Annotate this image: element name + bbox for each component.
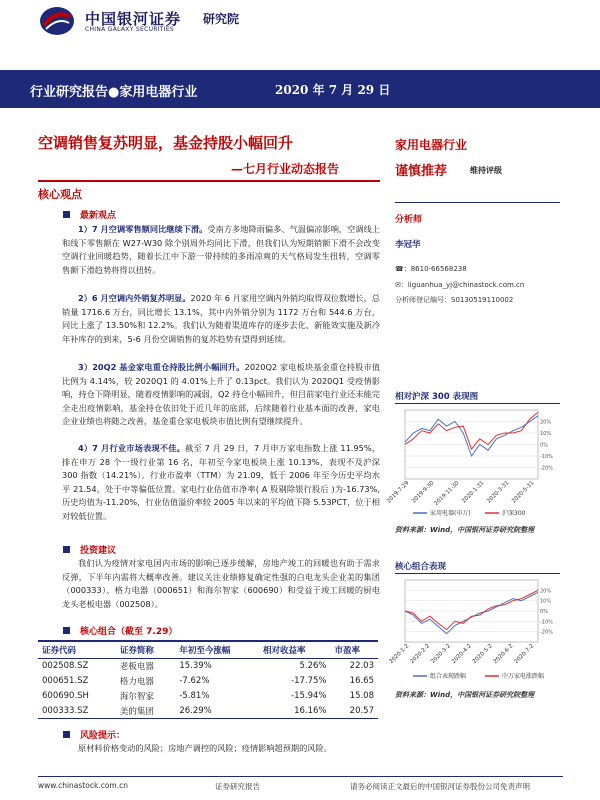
col-header-relative: 相对收益率 bbox=[259, 641, 331, 659]
y-tick-label: 10% bbox=[540, 431, 552, 437]
table-row bbox=[38, 674, 378, 689]
cell-pe: 20.57 bbox=[331, 704, 379, 719]
x-tick-label: 2019-11-30 bbox=[433, 480, 461, 508]
rating-note: 维持评级 bbox=[470, 166, 502, 175]
invest-advice-text bbox=[62, 557, 380, 611]
legend-label: 组合表现跌幅 bbox=[430, 673, 467, 680]
series-line-1 bbox=[405, 592, 538, 633]
table-row bbox=[38, 704, 378, 719]
legend-label: 中万家电涨跌幅 bbox=[502, 673, 545, 680]
x-tick-label: 2020-4-2 bbox=[451, 643, 473, 666]
y-tick-label: 10% bbox=[540, 598, 552, 605]
risk-body: 原材料价格变动的风险；房地产调控的风险；疫情影响超预期的风险。 bbox=[78, 743, 332, 753]
col-header-name: 证券简称 bbox=[116, 641, 176, 659]
cell-pe: 16.65 bbox=[349, 676, 374, 686]
cell-ytd: 26.29% bbox=[175, 704, 259, 719]
section-bullet-icon bbox=[63, 211, 70, 218]
paragraph-4 bbox=[62, 442, 380, 524]
cell-code: 002508.SZ bbox=[42, 661, 89, 672]
chart1-source: 资料来源：Wind，中国银河证券研究院整理 bbox=[395, 526, 535, 534]
cell-relative: 5.26% bbox=[299, 661, 327, 672]
cell-ytd: -5.81% bbox=[179, 691, 210, 701]
paragraph-3 bbox=[62, 361, 380, 429]
risk-heading: 风险提示： bbox=[80, 731, 126, 741]
cell-ytd: -7.62% bbox=[179, 676, 210, 686]
logo-chinese-name: 中国银河证券 bbox=[85, 10, 182, 28]
footer-divider bbox=[38, 776, 563, 777]
x-tick-label: 2020-6-2 bbox=[492, 643, 515, 666]
cell-pe: 15.08 bbox=[349, 691, 374, 701]
series-line-2 bbox=[405, 590, 538, 629]
title-divider bbox=[38, 180, 380, 182]
paragraph-3-text: 2020Q2 家电板块基金重仓持股市值比例为 4.14%，较 2020Q1 的 4.01%上升了 0.13pct。我们认为 2020Q1 受疫情影响，持仓下降明显，随着疫情影响的减弱，Q2 持仓小幅回升，但目前家电行业还未能完全走出疫情影响，基金持仓依旧处于近几年的底部，后续随着行业基本面的改善，家电企业业绩也将随之改善，基金重仓家电板块市值比例有望继续提升。 bbox=[62, 362, 381, 427]
footer-disclaimer: 请务必阅读正文最后的中国银河证券股份公司免责声明 bbox=[350, 782, 530, 791]
x-tick-label: 2020-5-31 bbox=[511, 480, 536, 505]
x-tick-label: 2020-7-2 bbox=[513, 643, 536, 666]
analyst-cert: 分析师登记编号：S0130519110002 bbox=[395, 296, 514, 304]
series-line-2 bbox=[405, 412, 538, 449]
x-tick-label: 2020-5-2 bbox=[471, 643, 494, 666]
section-bullet-icon bbox=[63, 546, 70, 553]
invest-advice-heading: 投资建议 bbox=[80, 546, 117, 556]
risk-text bbox=[62, 742, 380, 756]
sidebar-divider bbox=[395, 202, 560, 203]
paragraph-2-lead: 2）6 月空调内外销复苏明显。 bbox=[78, 293, 191, 303]
report-title: 空调销售复苏明显，基金持股小幅回升 bbox=[38, 134, 294, 152]
report-subtitle: —七月行业动态报告 bbox=[231, 162, 340, 176]
x-tick-label: 2020-1-31 bbox=[461, 480, 486, 505]
y-tick-label: 20% bbox=[540, 419, 552, 426]
col-header-pe: 市盈率 bbox=[331, 641, 379, 659]
report-date: 2020 年 7 月 29 日 bbox=[275, 83, 391, 97]
cell-ytd: 15.39% bbox=[179, 661, 212, 672]
cell-code: 000651.SZ bbox=[42, 676, 89, 686]
analyst-phone: ☎：8610-66568238 bbox=[395, 265, 467, 273]
latest-view-heading: 最新观点 bbox=[80, 211, 117, 221]
chart1-plot bbox=[386, 406, 560, 521]
cell-code: 600690.SH bbox=[42, 691, 89, 701]
cell-pe: 22.03 bbox=[349, 661, 374, 672]
cell-name: 海尔智家 bbox=[119, 692, 154, 702]
y-tick-label: 0% bbox=[540, 442, 548, 449]
cell-relative: -17.75% bbox=[291, 676, 327, 686]
analyst-email: ✉：liguanhua_yj@chinastock.com.cn bbox=[395, 281, 525, 289]
table-row bbox=[38, 659, 378, 674]
footer-center: 证券研究报告 bbox=[215, 782, 260, 791]
y-tick-label: -20% bbox=[540, 465, 553, 472]
analyst-name: 李冠华 bbox=[395, 240, 421, 250]
portfolio-table bbox=[38, 640, 378, 719]
table-row bbox=[38, 689, 378, 704]
header-banner bbox=[0, 70, 600, 108]
cell-name: 老板电器 bbox=[119, 662, 154, 673]
x-tick-label: 2020-2-2 bbox=[409, 643, 432, 666]
y-tick-label: -10% bbox=[540, 454, 553, 460]
logo-institute: 研究院 bbox=[203, 12, 240, 26]
industry-name: 家用电器行业 bbox=[395, 138, 468, 152]
y-tick-label: -10% bbox=[540, 619, 553, 626]
legend-label: 家用电器(申万) bbox=[430, 510, 471, 517]
x-tick-label: 2020-3-31 bbox=[486, 480, 511, 505]
paragraph-3-lead: 3）20Q2 基金家电重仓持股比例小幅回升。 bbox=[78, 362, 245, 372]
section-bullet-icon bbox=[63, 731, 70, 738]
paragraph-1-lead: 1）7 月空调零售额同比继续下滑。 bbox=[78, 224, 208, 234]
x-tick-label: 2019-9-30 bbox=[411, 480, 436, 505]
chart2-rule bbox=[395, 573, 560, 574]
x-tick-label: 2020-1-2 bbox=[388, 643, 411, 666]
core-view-heading: 核心观点 bbox=[38, 188, 82, 201]
y-tick-label: -20% bbox=[540, 629, 553, 636]
logo-english-name: CHINA GALAXY SECURITIES bbox=[85, 26, 175, 33]
cell-name: 格力电器 bbox=[119, 677, 154, 687]
x-tick-label: 2020-3-2 bbox=[430, 643, 453, 666]
paragraph-2-text: 2020 年 6 月家用空调内外销均取得双位数增长，总销量 1716.6 万台，同比增长 13.1%，其中内外销分别为 1172 万台和 544.6 万台，同比上涨了 13.50%和 12.2%。我们认为随着渠道库存的逐步去化、新能效实施及新冷年补库存的到来，5-6 月份空调销售的复苏趋势有望得到延续。 bbox=[62, 293, 380, 344]
cell-code: 000333.SZ bbox=[38, 704, 116, 719]
chart1-rule bbox=[395, 403, 560, 404]
y-tick-label: 20% bbox=[540, 588, 552, 595]
rating-value: 谨慎推荐 bbox=[395, 164, 448, 179]
paragraph-1 bbox=[62, 223, 380, 277]
galaxy-logo-icon bbox=[38, 5, 76, 37]
col-header-ytd: 年初至今涨幅 bbox=[175, 641, 259, 659]
cell-relative: -15.94% bbox=[291, 691, 327, 701]
chart2-source: 资料来源：Wind，中国银河证券研究院整理 bbox=[395, 691, 535, 699]
paragraph-2 bbox=[62, 292, 380, 346]
cell-name: 美的集团 bbox=[116, 704, 176, 719]
paragraph-4-text: 截至 7 月 29 日，7 月申万家电指数上涨 11.95%，排在申万 28 个一级行业第 16 名，年初至今家电板块上涨 10.13%，表现不及沪深 300 指数（14.21%）。行业市盈率（TTM）为 21.09，低于 2006 年至今历史平均水平 21.54，处于中等偏低位置。家电行业估值市净率( A 股剔除银行股后 )为-16.73%,历史均值为-11.20%，行业估值溢价率较 2005 年以来的平均值下降 5.53PCT，位于相对较低位置。 bbox=[62, 443, 380, 521]
table-header-row bbox=[38, 641, 378, 659]
y-tick-label: 0% bbox=[540, 609, 548, 615]
cell-relative: 16.16% bbox=[259, 704, 331, 719]
portfolio-heading: 核心组合（截至 7.29） bbox=[80, 627, 178, 637]
chart2-title: 核心组合表现 bbox=[395, 562, 447, 572]
col-header-code: 证券代码 bbox=[38, 641, 116, 659]
chart2-plot bbox=[388, 576, 560, 684]
section-bullet-icon bbox=[63, 627, 70, 634]
footer-website[interactable]: www.chinastock.com.cn bbox=[38, 781, 128, 790]
paragraph-1-text: 受南方多地降雨偏多、气温偏凉影响，空调线上和线下零售额在 W27-W30 除个别周外均同比下滑，但我们认为短期销额下滑不会改变空调行业回暖趋势，随着长江中下游一带持续的多雨凉爽的天气格局发生扭转，空调零售额下滑趋势将得以扭转。 bbox=[62, 224, 380, 275]
paragraph-4-lead: 4）7 月行业市场表现不佳。 bbox=[78, 443, 186, 453]
invest-advice-body: 我们认为疫情对家电国内市场的影响已逐步缓解，房地产竣工的回暖也有助于需求反弹，下半年内需将大概率改善。建议关注业绩修复确定性强的白电龙头企业美的集团（000333）、格力电器（000651）和海尔智家（600690）和受益于竣工回暖的厨电龙头老板电器（002508）。 bbox=[62, 558, 380, 609]
report-category: 行业研究报告●家用电器行业 bbox=[30, 85, 198, 100]
analyst-heading: 分析师 bbox=[395, 215, 423, 225]
legend-label: 沪深300 bbox=[502, 510, 526, 517]
series-line-1 bbox=[405, 416, 538, 456]
chart1-title: 相对沪深 300 表现图 bbox=[395, 392, 479, 402]
x-tick-label: 2019-7-29 bbox=[386, 480, 411, 505]
